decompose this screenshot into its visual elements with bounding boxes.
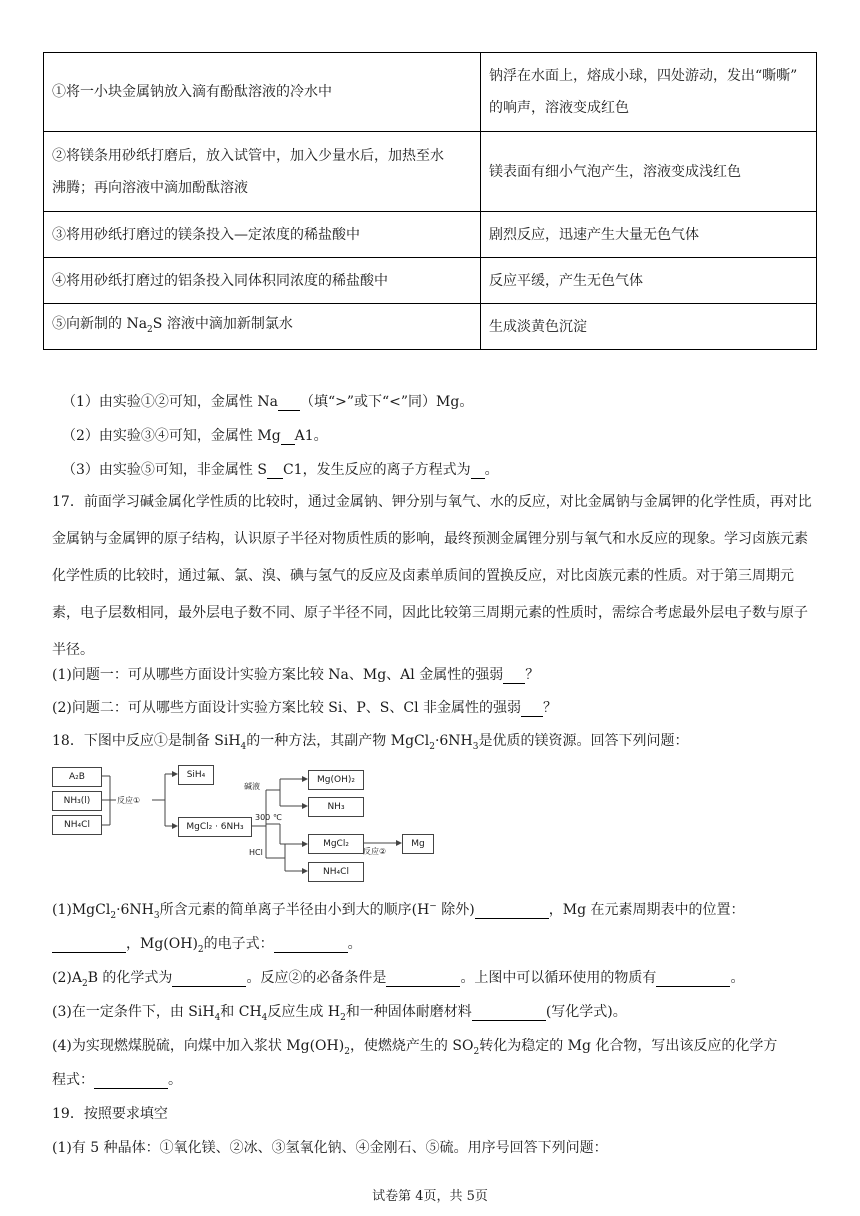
- experiment-cell: [44, 132, 481, 212]
- question-text: 。上图中可以循环使用的物质有: [460, 970, 657, 986]
- answer-blank[interactable]: [472, 1004, 546, 1021]
- experiment-cell: [44, 212, 481, 258]
- experiment-text: ③将用砂纸打磨过的镁条投入—定浓度的稀盐酸中: [52, 226, 360, 243]
- phenomenon-cell: [481, 53, 817, 132]
- mgoh2-box: Mg(OH)₂: [308, 770, 364, 790]
- question-text: 程式：: [52, 1072, 94, 1088]
- experiment-cell: [44, 304, 481, 350]
- q18-part1-line1: [52, 899, 745, 921]
- question-text: (写化学式)。: [545, 1004, 627, 1020]
- question-text: 转化为稳定的 Mg 化合物，写出该反应的化学方: [479, 1038, 778, 1054]
- experiment-text: 沸腾；再向溶液中滴加酚酞溶液: [52, 179, 248, 196]
- question-text: 18．下图中反应①是制备 SiH: [52, 733, 241, 749]
- phenomenon-text: 剧烈反应，迅速产生大量无色气体: [489, 226, 699, 243]
- experiment-cell: [44, 258, 481, 304]
- question-text: （3）由实验⑤可知，非金属性 S: [62, 462, 267, 478]
- superscript: −: [429, 901, 437, 912]
- q16-part3: [62, 459, 499, 479]
- question-text: B 的化学式为: [87, 970, 173, 986]
- a2b-box: A₂B: [52, 767, 102, 787]
- phenomenon-cell: [481, 212, 817, 258]
- q18-intro: [52, 730, 689, 752]
- nh4cl-input-box: NH₄Cl: [52, 815, 102, 835]
- q16-part2: [62, 425, 328, 445]
- experiment-text: S 溶液中滴加新制氯水: [152, 315, 293, 332]
- subscript: 4: [261, 1012, 268, 1023]
- answer-blank[interactable]: [267, 462, 283, 479]
- question-text: 。: [484, 462, 499, 478]
- question-text: 反应生成 H: [267, 1004, 341, 1020]
- q18-part4-line2: [52, 1069, 182, 1089]
- nh3-liquid-box: NH₃(l): [52, 791, 102, 811]
- question-text: A1。: [294, 428, 328, 444]
- base-solution-label: 碱液: [244, 782, 260, 791]
- phenomenon-cell: [481, 258, 817, 304]
- answer-blank[interactable]: [656, 970, 730, 987]
- answer-blank[interactable]: [274, 936, 348, 953]
- q17-intro: 17．前面学习碱金属化学性质的比较时，通过金属钠、钾分别与氧气、水的反应，对比金属钠与金属钾的化学性质，再对比金属钠与金属钾的原子结构，认识原子半径对物质性质的影响，最终预测金属锂分别与氧气和水反应的现象。学习卤族元素化学性质的比较时，通过氟、氯、溴、碘与氢气的反应及卤素单质间的置换反应，对比卤族元素的性质。对于第三周期元素，电子层数相同，最外层电子数不同、原子半径不同，因此比较第三周期元素的性质时，需综合考虑最外层电子数与原子半径。: [52, 494, 812, 658]
- table-row: [44, 212, 817, 258]
- answer-blank[interactable]: [52, 936, 126, 953]
- subscript: 3: [472, 741, 479, 752]
- question-text: ·6NH: [116, 902, 154, 918]
- experiment-cell: [44, 53, 481, 132]
- question-text: ，使燃烧产生的 SO: [349, 1038, 474, 1054]
- subscript: 2: [340, 1012, 346, 1023]
- q17-part2: [52, 697, 557, 717]
- question-text: (1)问题一：可从哪些方面设计实验方案比较 Na、Mg、Al 金属性的强弱: [52, 667, 504, 683]
- subscript: 4: [240, 741, 247, 752]
- subscript: 4: [214, 1012, 221, 1023]
- reaction1-label: 反应①: [117, 796, 141, 805]
- subscript: 3: [153, 910, 160, 921]
- question-text: 和 CH: [220, 1004, 262, 1020]
- question-text: (4)为实现燃煤脱硫，向煤中加入浆状 Mg(OH): [52, 1038, 345, 1054]
- question-text: (3)在一定条件下，由 SiH: [52, 1004, 215, 1020]
- phenomenon-text: 钠浮在水面上，熔成小球，四处游动，发出“嘶嘶”: [489, 68, 798, 84]
- question-text: (2)问题二：可从哪些方面设计实验方案比较 Si、P、S、Cl 非金属性的强弱: [52, 700, 521, 716]
- question-text: ，Mg(OH): [126, 936, 198, 952]
- q19-part1: (1)有 5 种晶体：①氧化镁、②冰、③氢氧化钠、④金刚石、⑤硫。用序号回答下列问题：: [52, 1140, 608, 1156]
- question-text: (1)MgCl: [52, 902, 111, 918]
- sih4-box: SiH₄: [178, 765, 214, 785]
- question-text: 。: [347, 936, 362, 952]
- phenomenon-text: 的响声，溶液变成红色: [489, 100, 629, 116]
- table-row: [44, 132, 817, 212]
- question-text: ？: [543, 700, 557, 716]
- answer-blank[interactable]: [278, 394, 300, 411]
- phenomenon-text: 镁表面有细小气泡产生，溶液变成浅红色: [489, 163, 741, 180]
- question-text: （1）由实验①②可知，金属性 Na: [62, 394, 278, 410]
- experiment-table: [43, 52, 817, 350]
- experiment-text: ①将一小块金属钠放入滴有酚酞溶液的冷水中: [52, 84, 332, 100]
- question-text: 。: [168, 1072, 182, 1088]
- answer-blank[interactable]: [471, 462, 485, 479]
- question-text: ，Mg 在元素周期表中的位置：: [548, 902, 745, 918]
- q18-part2: [52, 967, 744, 989]
- table-row: [44, 53, 817, 132]
- subscript: 2: [147, 324, 153, 335]
- question-text: (2)A: [52, 970, 82, 986]
- question-text: 和一种固体耐磨材料: [345, 1004, 472, 1020]
- experiment-text: ⑤向新制的 Na: [52, 315, 148, 332]
- question-text: 。反应②的必备条件是: [246, 970, 387, 986]
- question-text: 。: [730, 970, 745, 986]
- nh4cl-output-box: NH₄Cl: [308, 862, 364, 882]
- subscript: 2: [344, 1046, 350, 1057]
- question-text: 的一种方法，其副产物 MgCl: [246, 733, 430, 749]
- mgcl2-6nh3-box: MgCl₂ · 6NH₃: [178, 817, 252, 837]
- answer-blank[interactable]: [94, 1072, 168, 1089]
- question-text: 的电子式：: [203, 936, 274, 952]
- phenomenon-cell: [481, 132, 817, 212]
- question-text: 除外): [436, 902, 475, 918]
- subscript: 2: [110, 910, 117, 921]
- question-text: （填“>”或下“<”同）Mg。: [299, 394, 474, 410]
- phenomenon-text: 生成淡黄色沉淀: [489, 318, 587, 335]
- q19-title: 19．按照要求填空: [52, 1106, 168, 1122]
- answer-blank[interactable]: [503, 667, 525, 684]
- question-text: C1，发生反应的离子方程式为: [282, 462, 471, 478]
- table-row: [44, 304, 817, 350]
- subscript: 2: [197, 944, 204, 955]
- experiment-text: ②将镁条用砂纸打磨后，放入试管中，加入少量水后，加热至水: [52, 147, 444, 164]
- answer-blank[interactable]: [475, 902, 549, 919]
- question-text: ？: [525, 667, 540, 683]
- phenomenon-cell: [481, 304, 817, 350]
- temperature-label: 300 ℃: [255, 813, 282, 822]
- subscript: 2: [429, 741, 435, 752]
- phenomenon-text: 反应平缓，产生无色气体: [489, 272, 643, 289]
- subscript: 2: [473, 1046, 480, 1057]
- answer-blank[interactable]: [172, 970, 246, 987]
- mgcl2-box: MgCl₂: [308, 834, 364, 854]
- q18-part1-line2: [52, 933, 362, 955]
- experiment-text: ④将用砂纸打磨过的铝条投入同体积同浓度的稀盐酸中: [52, 272, 388, 289]
- table-row: [44, 258, 817, 304]
- question-text: ·6NH: [434, 733, 473, 749]
- answer-blank[interactable]: [386, 970, 460, 987]
- hcl-label: HCl: [249, 848, 263, 857]
- question-text: 是优质的镁资源。回答下列问题：: [478, 733, 689, 749]
- q18-part4-line1: [52, 1035, 777, 1057]
- answer-blank[interactable]: [281, 428, 295, 445]
- mg-box: Mg: [402, 834, 434, 854]
- question-text: 所含元素的简单离子半径由小到大的顺序(H: [159, 902, 430, 918]
- page-footer: 试卷第 4页，共 5页: [372, 1189, 488, 1204]
- answer-blank[interactable]: [521, 700, 543, 717]
- nh3-box: NH₃: [308, 797, 364, 817]
- subscript: 2: [81, 978, 88, 989]
- q18-part3: [52, 1001, 627, 1023]
- reaction2-label: 反应②: [363, 847, 387, 856]
- q16-part1: [62, 391, 473, 411]
- q17-part1: [52, 664, 539, 684]
- question-text: （2）由实验③④可知，金属性 Mg: [62, 428, 281, 444]
